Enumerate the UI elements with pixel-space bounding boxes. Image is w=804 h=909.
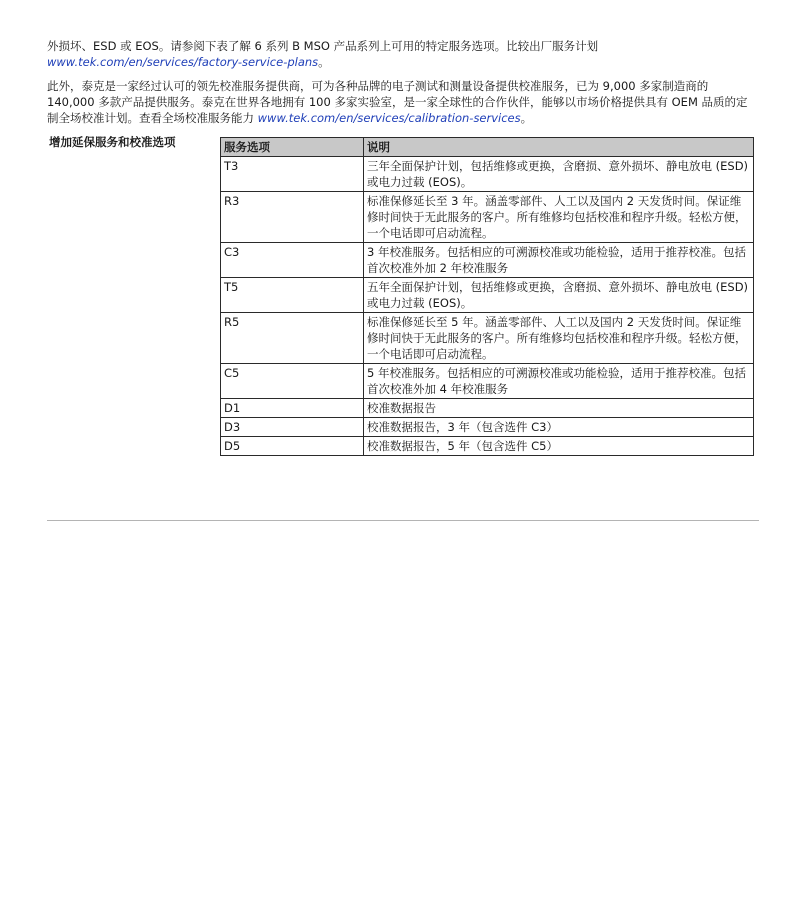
option-code: T5 [221,278,364,313]
header-description: 说明 [364,138,754,157]
option-description: 3 年校准服务。包括相应的可溯源校准或功能检验，适用于推荐校准。包括首次校准外加 2 年校准服务 [364,243,754,278]
option-code: D5 [221,437,364,456]
table-row [221,364,754,399]
option-code: T3 [221,157,364,192]
option-description: 校准数据报告，5 年（包含选件 C5） [364,437,754,456]
intro-text-1: 外损坏、ESD 或 EOS。请参阅下表了解 6 系列 B MSO 产品系列上可用的特定服务选项。比较出厂服务计划 [47,39,599,53]
table-row [221,313,754,364]
service-options-table [220,137,754,456]
option-description: 标准保修延长至 5 年。涵盖零部件、人工以及国内 2 天发货时间。保证维修时间快于无此服务的客户。所有维修均包括校准和程序升级。轻松方便，一个电话即可启动流程。 [364,313,754,364]
table-row [221,243,754,278]
intro-text-2: 此外，泰克是一家经过认可的领先校准服务提供商，可为各种品牌的电子测试和测量设备提供校准服务，已为 9,000 多家制造商的 140,000 多款产品提供服务。泰克在世界各地拥有 100 多家实验室，是一家全球性的合作伙伴，能够以市场价格提供具有 OEM 品质的定制全场校准计划。查看全场校准服务能力 [47,79,748,125]
intro-end-1: 。 [318,55,330,69]
option-code: R3 [221,192,364,243]
option-code: D1 [221,399,364,418]
table-row [221,437,754,456]
option-code: R5 [221,313,364,364]
calibration-services-link[interactable]: www.tek.com/en/services/calibration-services [257,111,521,125]
option-description: 5 年校准服务。包括相应的可溯源校准或功能检验，适用于推荐校准。包括首次校准外加 4 年校准服务 [364,364,754,399]
factory-service-plans-link[interactable]: www.tek.com/en/services/factory-service-plans [47,55,319,69]
table-row [221,278,754,313]
option-description: 三年全面保护计划，包括维修或更换，含磨损、意外损坏、静电放电 (ESD) 或电力过载 (EOS)。 [364,157,754,192]
option-description: 五年全面保护计划，包括维修或更换，含磨损、意外损坏、静电放电 (ESD) 或电力过载 (EOS)。 [364,278,754,313]
table-row [221,157,754,192]
option-description: 标准保修延长至 3 年。涵盖零部件、人工以及国内 2 天发货时间。保证维修时间快于无此服务的客户。所有维修均包括校准和程序升级。轻松方便，一个电话即可启动流程。 [364,192,754,243]
table-row [221,399,754,418]
option-code: C5 [221,364,364,399]
table-row [221,418,754,437]
intro-paragraph-2 [47,78,753,126]
table-header-row [221,138,754,157]
option-description: 校准数据报告 [364,399,754,418]
table-row [221,192,754,243]
header-service-option: 服务选项 [221,138,364,157]
option-code: C3 [221,243,364,278]
section-heading: 增加延保服务和校准选项 [49,135,176,149]
option-description: 校准数据报告，3 年（包含选件 C3） [364,418,754,437]
section-divider [47,520,759,521]
option-code: D3 [221,418,364,437]
intro-end-2: 。 [520,111,533,125]
intro-paragraph-1 [47,38,753,70]
